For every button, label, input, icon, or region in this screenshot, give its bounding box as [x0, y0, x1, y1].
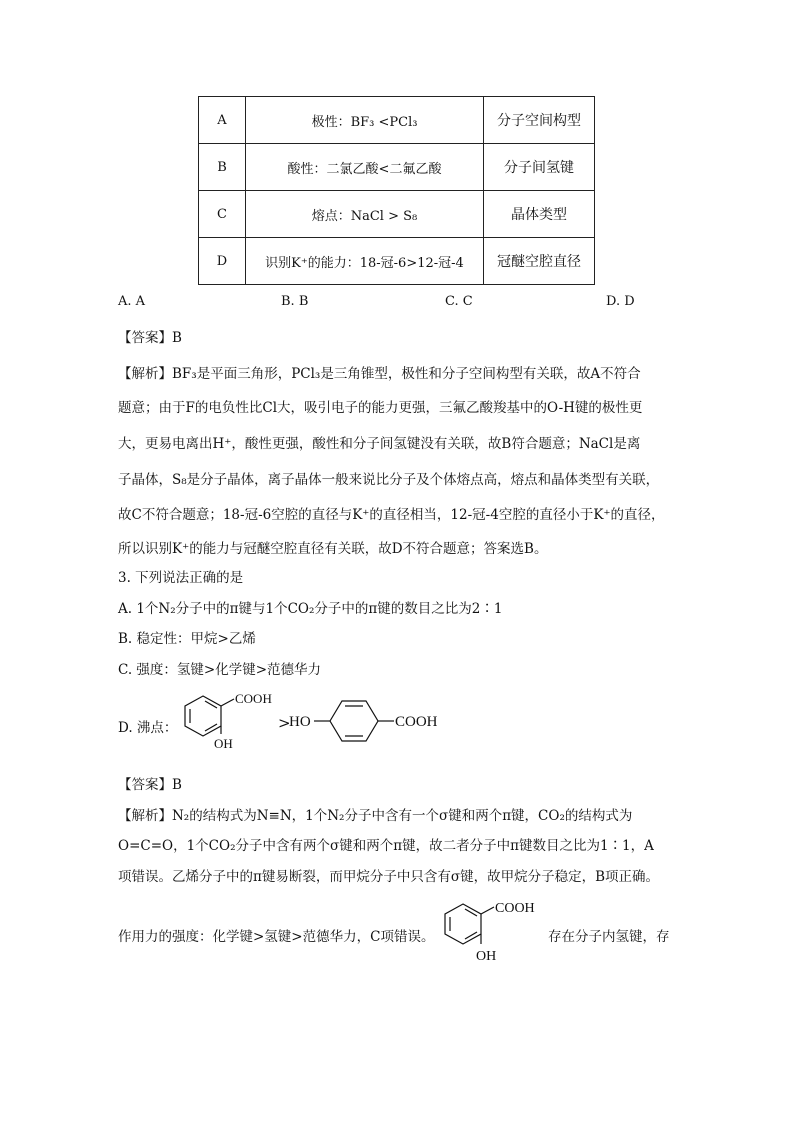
- analysis-line: 【解析】BF₃是平面三角形，PCl₃是三角锥型，极性和分子空间构型有关联，故A不符合: [118, 366, 641, 382]
- answer-q2: 【答案】B: [118, 330, 182, 346]
- option-reason: 分子间氢键: [484, 144, 595, 191]
- table-row: [199, 97, 595, 144]
- option-reason: 冠醚空腔直径: [484, 238, 595, 285]
- option-a: A. 1个N₂分子中的π键与1个CO₂分子中的π键的数目之比为2∶1: [118, 601, 503, 617]
- option-statement: 识别K⁺的能力：18-冠-6>12-冠-4: [246, 238, 484, 285]
- answer-q3: 【答案】B: [118, 777, 182, 793]
- option-b: B. 稳定性：甲烷>乙烯: [118, 631, 256, 647]
- choice-d: D. D: [606, 294, 635, 309]
- analysis-line-prefix: 作用力的强度：化学键>氢键>范德华力，C项错误。: [118, 929, 435, 945]
- oh-label: OH: [476, 949, 497, 964]
- analysis-line: 【解析】N₂的结构式为N≡N，1个N₂分子中含有一个σ键和两个π键，CO₂的结构式为: [118, 808, 633, 824]
- cooh-label: COOH: [395, 714, 438, 730]
- choice-c: C. C: [445, 294, 473, 309]
- analysis-line-suffix: 存在分子内氢键，存: [548, 929, 670, 945]
- option-label: A: [199, 97, 246, 144]
- option-reason: 分子空间构型: [484, 97, 595, 144]
- options-table: [198, 96, 595, 285]
- analysis-line: 题意；由于F的电负性比Cl大，吸引电子的能力更强，三氟乙酸羧基中的O-H键的极性更: [118, 400, 643, 416]
- analysis-line: 子晶体，S₈是分子晶体，离子晶体一般来说比分子及个体熔点高，熔点和晶体类型有关联，: [118, 472, 660, 488]
- option-reason: 晶体类型: [484, 191, 595, 238]
- table-row: [199, 144, 595, 191]
- table-row: [199, 238, 595, 285]
- salicylic-acid-structure: [178, 690, 278, 752]
- oh-label: OH: [214, 736, 233, 751]
- option-label: D: [199, 238, 246, 285]
- analysis-line: 大，更易电离出H⁺，酸性更强，酸性和分子间氢键没有关联，故B符合题意；NaCl是离: [118, 436, 641, 452]
- salicylic-acid-structure: [438, 898, 548, 966]
- choice-a: A. A: [118, 294, 146, 309]
- choice-b: B. B: [281, 294, 309, 309]
- cooh-label: COOH: [235, 691, 272, 706]
- option-c: C. 强度：氢键>化学键>范德华力: [118, 662, 322, 678]
- option-label: C: [199, 191, 246, 238]
- analysis-line: 项错误。乙烯分子中的π键易断裂，而甲烷分子中只含有σ键，故甲烷分子稳定，B项正确。: [118, 869, 660, 885]
- greater-than-sign: >: [278, 714, 291, 732]
- analysis-line: 所以识别K⁺的能力与冠醚空腔直径有关联，故D不符合题意；答案选B。: [118, 541, 548, 557]
- question-stem: 3. 下列说法正确的是: [118, 570, 244, 586]
- p-hydroxybenzoic-acid-structure: [288, 695, 458, 747]
- analysis-line: O=C=O，1个CO₂分子中含有两个σ键和两个π键，故二者分子中π键数目之比为1∶1，A: [118, 838, 654, 854]
- option-statement: 酸性：二氯乙酸<二氟乙酸: [246, 144, 484, 191]
- ho-label: HO: [289, 714, 311, 730]
- option-d-label: D. 沸点：: [118, 720, 178, 736]
- option-statement: 极性：BF₃ <PCl₃: [246, 97, 484, 144]
- choices-q2: [118, 294, 678, 312]
- table-row: [199, 191, 595, 238]
- option-statement: 熔点：NaCl > S₈: [246, 191, 484, 238]
- cooh-label: COOH: [495, 901, 535, 916]
- analysis-line: 故C不符合题意；18-冠-6空腔的直径与K⁺的直径相当，12-冠-4空腔的直径小于K⁺的直径，: [118, 507, 665, 523]
- option-label: B: [199, 144, 246, 191]
